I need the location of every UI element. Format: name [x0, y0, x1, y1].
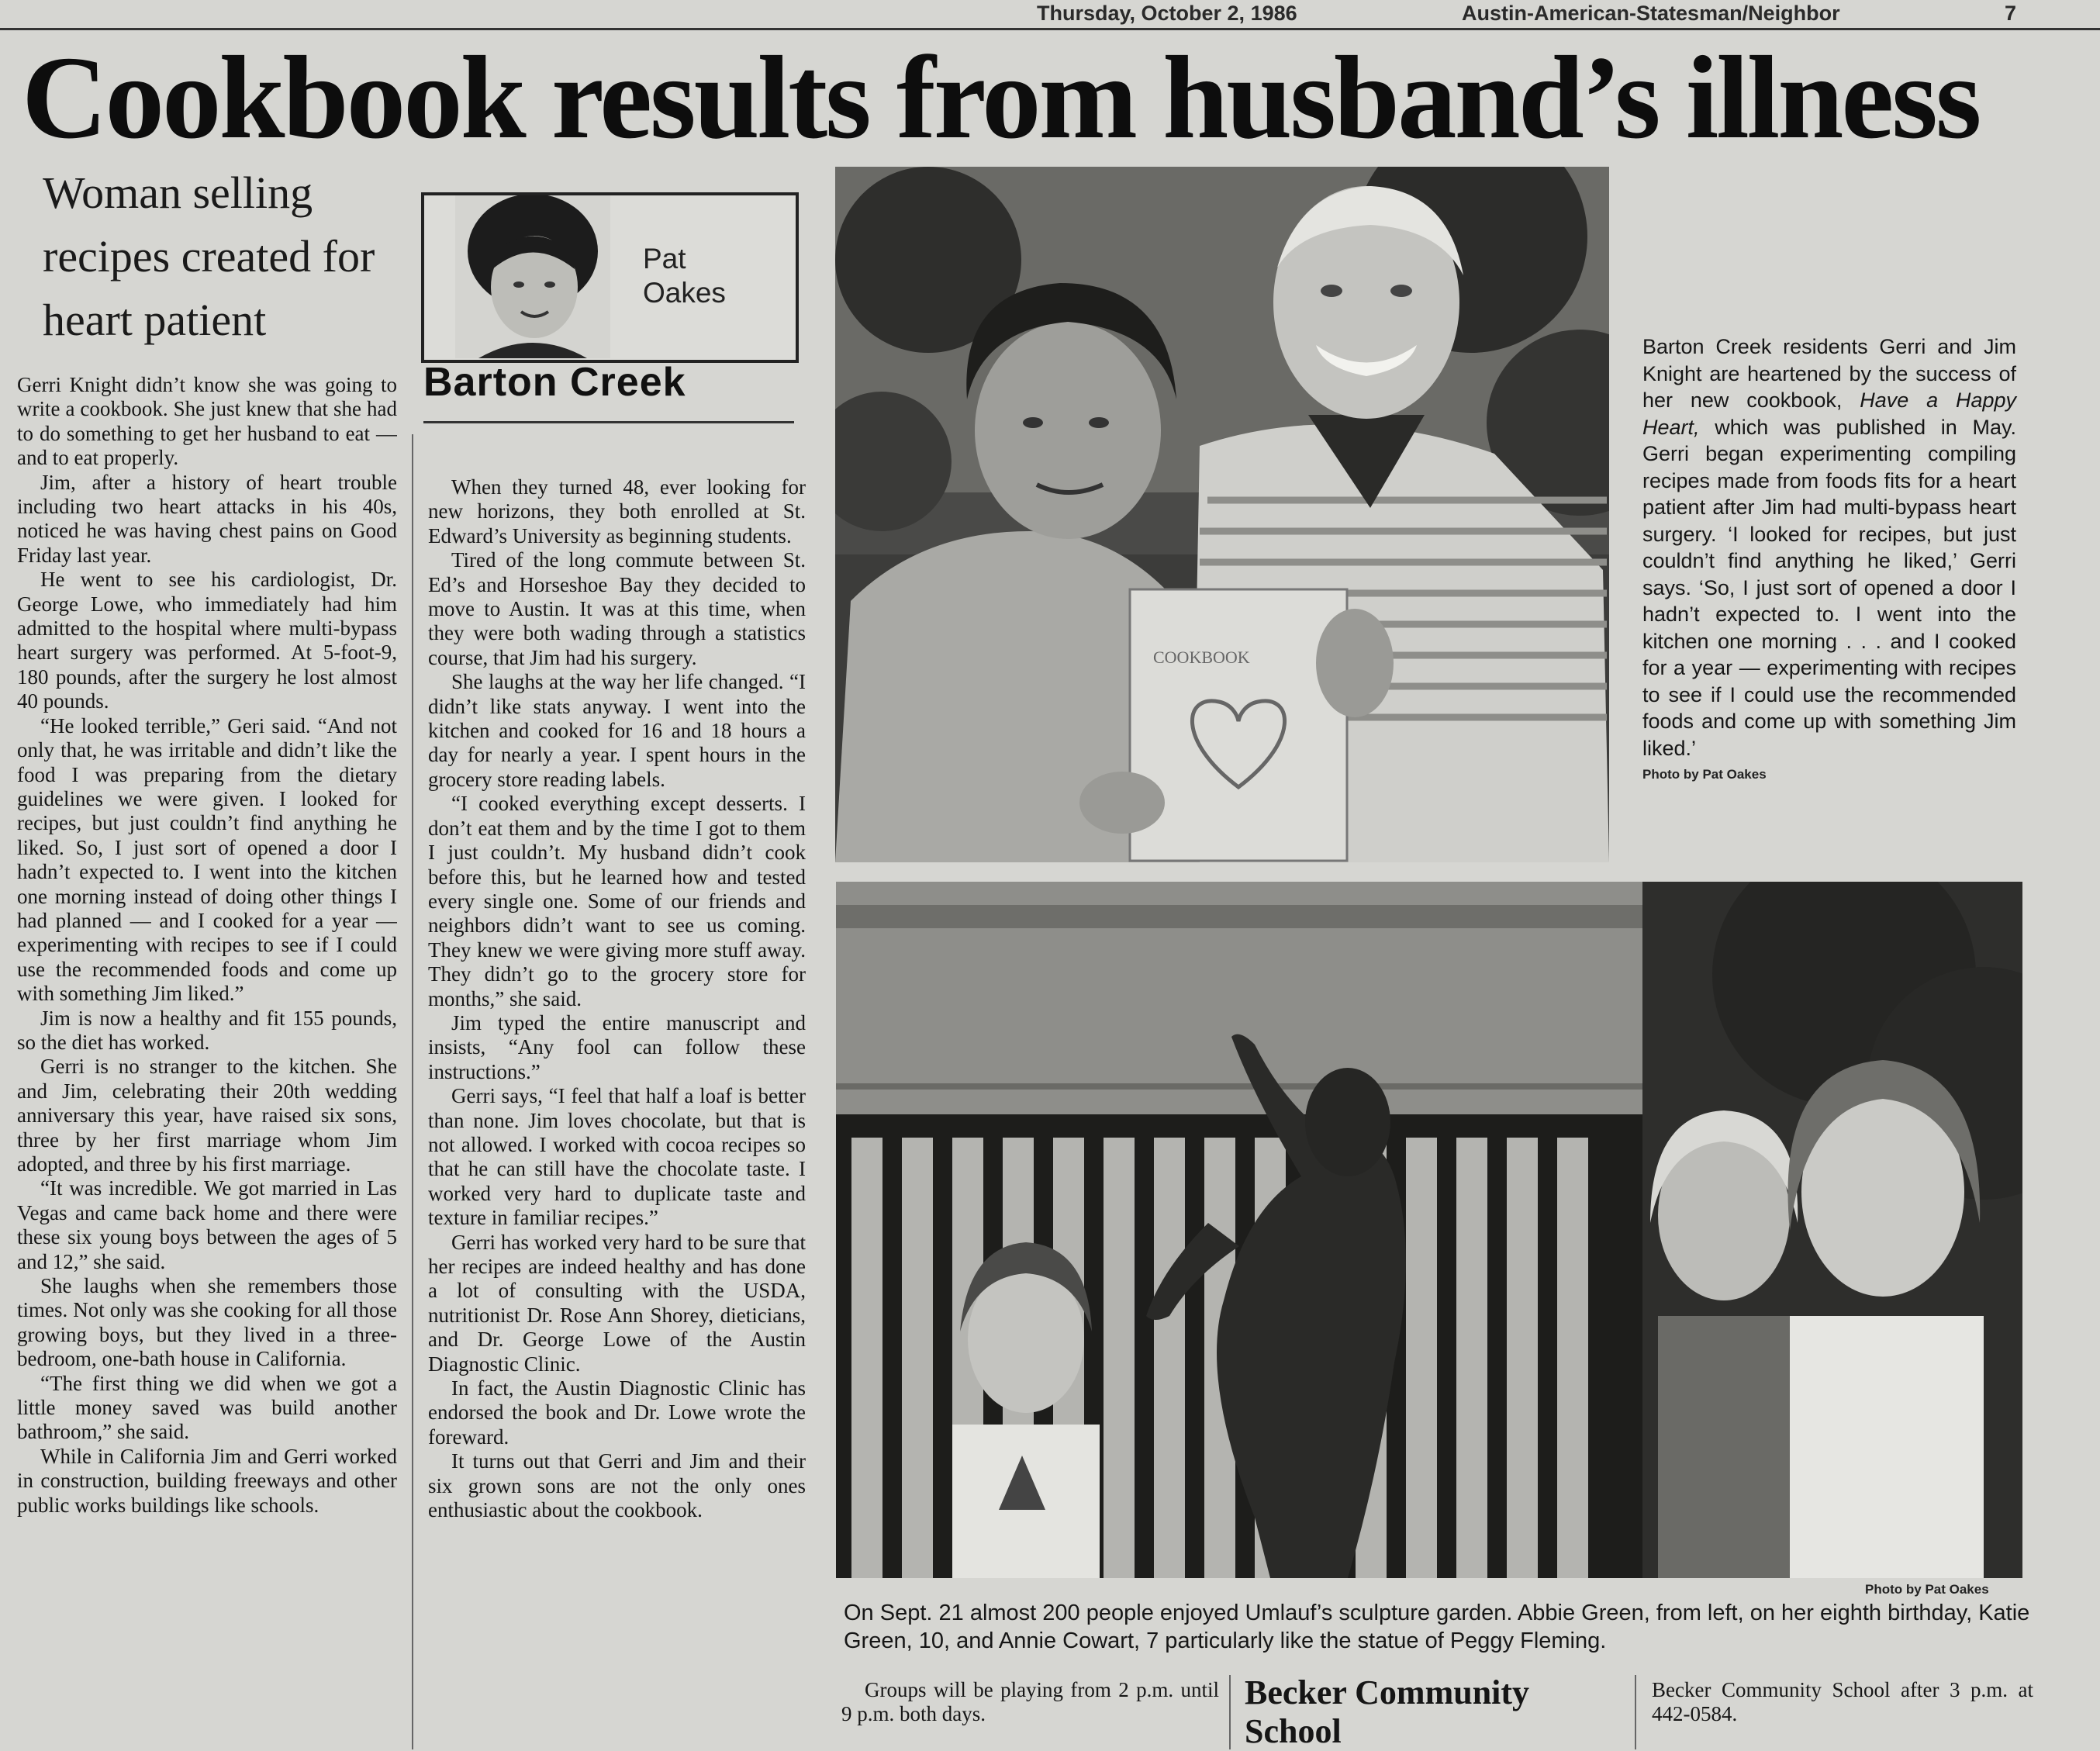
paragraph: “I cooked everything except desserts. I don’t eat them and by the time I got to them I just couldn’t. My husband didn’t cook before this, but he learned how and tested every single one. Some of our friends and neighbors didn’t want to see us coming. They knew we were giving more stuff away. They didn’t go to the grocery store for months,” she said.: [428, 792, 806, 1010]
folio-rule: [0, 28, 2100, 30]
author-portrait: [455, 195, 610, 358]
section-label: Barton Creek: [423, 360, 686, 405]
couple-photo: [835, 167, 1609, 862]
article-column-2: [428, 475, 806, 1749]
paragraph: When they turned 48, ever looking for new horizons, they both enrolled at St. Edward’s University as beginning students.: [428, 475, 806, 547]
book-title: Have a Happy Heart,: [1642, 389, 2016, 439]
paragraph: Groups will be playing from 2 p.m. until 9 p.m. both days.: [841, 1678, 1219, 1726]
author-name: [643, 242, 726, 310]
paragraph: Jim is now a healthy and fit 155 pounds, so the diet has worked.: [17, 1006, 397, 1054]
paragraph: He went to see his cardiologist, Dr. George Lowe, who immediately had him admitted to the hospital where multi-bypass heart surgery was performed. At 5-foot-9, 180 pounds, after the surgery he lost almost 40 pounds.: [17, 568, 397, 713]
section-rule: [423, 421, 794, 423]
paragraph: Gerri has worked very hard to be sure that her recipes are indeed healthy and has done a lot of consulting with the USDA, nutritionist Dr. Rose Ann Shorey, dieticians, and Dr. George Lowe of the Austin Diagnostic Clinic.: [428, 1230, 806, 1376]
sculpture-garden-photo: [836, 882, 2022, 1578]
paragraph: Tired of the long commute between St. Ed’s and Horseshoe Bay they decided to move to Austin. It was at this time, when they were both wading through a statistics course, that Jim had his surgery.: [428, 548, 806, 669]
paragraph: Gerri is no stranger to the kitchen. She and Jim, celebrating their 20th wedding anniversary this year, have raised six sons, three by her first marriage whom Jim adopted, and three by his first marriage.: [17, 1055, 397, 1176]
photo-caption-sculpture: On Sept. 21 almost 200 people enjoyed Umlauf’s sculpture garden. Abbie Green, from left, on her eighth birthday, Katie Green, 10, and Annie Cowart, 7 particularly like the statue of Peggy Fleming.: [844, 1601, 2030, 1653]
paragraph: She laughs when she remembers those times. Not only was she cooking for all those growing boys, but they lived in a three-bedroom, one-bath house in California.: [17, 1274, 397, 1371]
column-rule: [412, 434, 413, 1749]
groups-text: [841, 1678, 1219, 1749]
paragraph: Becker Community School after 3 p.m. at 442-0584.: [1652, 1678, 2033, 1726]
caption-text-2: which was published in May. Gerri began experimenting compiling recipes made from foods fits for a heart patient after Jim had multi-bypass heart surgery. ‘I looked for recipes, but just couldn’t find anything he liked,’ Gerri says. ‘So, I just sort of opened a door I hadn’t expected to. I went into the kitchen one morning . . . and I cooked for a year — experimenting with recipes to see if I could use the recommended foods and come up with something Jim liked.’: [1642, 415, 2016, 760]
subhead: Woman selling recipes created for heart patient: [43, 168, 375, 345]
paragraph: In fact, the Austin Diagnostic Clinic has endorsed the book and Dr. Lowe wrote the foreward.: [428, 1376, 806, 1449]
headline: Cookbook results from husband’s illness: [22, 33, 1980, 164]
paragraph: While in California Jim and Gerri worked in construction, building freeways and other public works buildings like schools.: [17, 1444, 397, 1517]
article-column-1: [17, 373, 397, 1749]
column-rule: [1229, 1675, 1231, 1749]
paragraph: Jim typed the entire manuscript and insists, “Any fool can follow these instructions.”: [428, 1010, 806, 1083]
paragraph: “He looked terrible,” Geri said. “And not only that, he was irritable and didn’t like the food I was preparing from the dietary guidelines we were given. I looked for recipes, but just couldn’t find anything he liked. So, I just sort of opened a door I hadn’t expected to. I went into the kitchen one morning instead of doing other things I had planned — and I cooked for a year — experimenting with recipes to see if I could use the recommended foods and come up with something Jim liked.”: [17, 713, 397, 1006]
paragraph: Jim, after a history of heart trouble including two heart attacks in his 40s, noticed he was having chest pains on Good Friday last year.: [17, 470, 397, 567]
paragraph: She laughs at the way her life changed. “I didn’t like stats anyway. I went into the kitchen and cooked for 16 and 18 hours a day for nearly a year. I spent hours in the grocery store reading labels.: [428, 670, 806, 791]
paragraph: “It was incredible. We got married in Las Vegas and came back home and there were these six young boys between the ages of 5 and 12,” she said.: [17, 1176, 397, 1273]
photo-caption-couple: [1642, 333, 2016, 789]
becker-text: [1652, 1678, 2033, 1749]
paragraph: “The first thing we did when we got a little money saved was build another bathroom,” she said.: [17, 1371, 397, 1444]
photo-credit: Photo by Pat Oakes: [1642, 767, 1767, 782]
folio-publication: Austin-American-Statesman/Neighbor: [1462, 2, 1840, 25]
paragraph: It turns out that Gerri and Jim and their six grown sons are not the only ones enthusiastic about the cookbook.: [428, 1449, 806, 1522]
photo-credit-2: Photo by Pat Oakes: [1865, 1582, 1989, 1597]
column-rule: [1635, 1675, 1636, 1749]
becker-headline: Becker Community School: [1245, 1673, 1530, 1750]
paragraph: Gerri says, “I feel that half a loaf is better than none. Jim loves chocolate, but that is not allowed. I worked with cocoa recipes so that he can still have the chocolate taste. I worked very hard to duplicate taste and texture in familiar recipes.”: [428, 1084, 806, 1230]
caption-text-1: Barton Creek residents Gerri and Jim Knight are heartened by the success of her new cookbook,: [1642, 335, 2016, 412]
folio-page-number: 7: [2005, 2, 2017, 25]
folio-date: Thursday, October 2, 1986: [1037, 2, 1297, 25]
paragraph: Gerri Knight didn’t know she was going to write a cookbook. She just knew that she had to do something to get her husband to eat — and to eat properly.: [17, 373, 397, 470]
author-box: [421, 192, 799, 363]
author-first-name: Pat: [643, 243, 686, 275]
book-cover-title: COOKBOOK: [1153, 648, 1250, 667]
author-last-name: Oakes: [643, 277, 726, 309]
